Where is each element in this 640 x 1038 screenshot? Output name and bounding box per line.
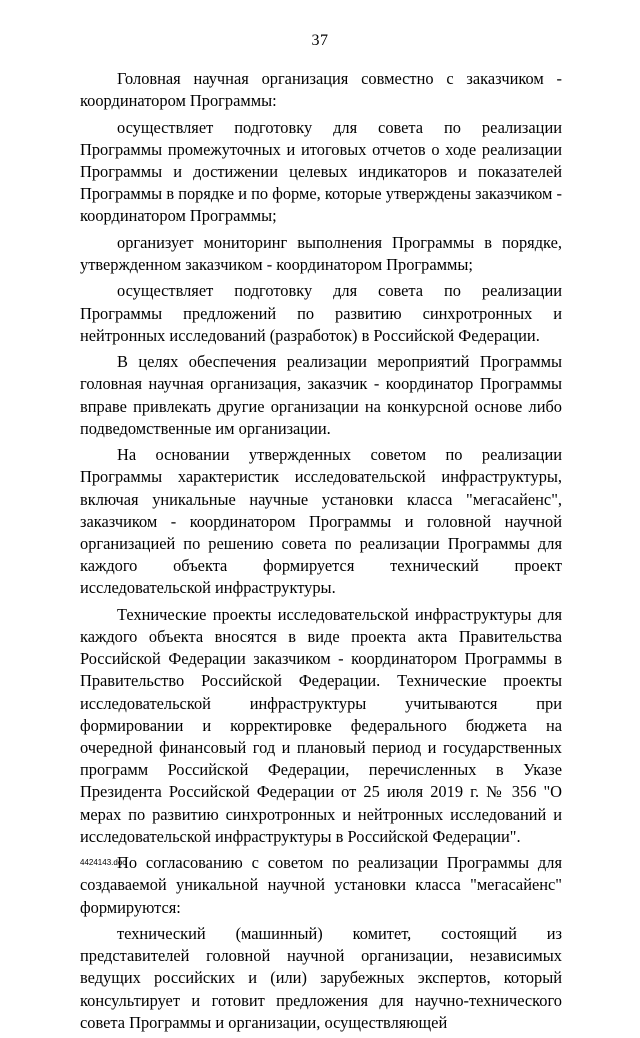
paragraph: По согласованию с советом по реализации Программы для создаваемой уникальной научной установки класса "мегасайенс" формируются: — [80, 853, 562, 917]
paragraph: В целях обеспечения реализации мероприятий Программы головная научная организация, заказчик - координатор Программы вправе привлекать другие организации на конкурсной основе либо подведомственные им организации. — [80, 352, 562, 438]
document-body — [80, 68, 562, 1038]
page-number: 37 — [311, 32, 329, 49]
paragraph: На основании утвержденных советом по реализации Программы характеристик исследовательской инфраструктуры, включая уникальные научные установки класса "мегасайенс", заказчиком - координатором Программы и головной научной организацией по решению совета по реализации Программы для каждого объекта формируется технический проект исследовательской инфраструктуры. — [80, 445, 562, 598]
paragraph: осуществляет подготовку для совета по реализации Программы промежуточных и итоговых отчетов о ходе реализации Программы и достижении целевых индикаторов и показателей Программы в порядке и по форме, которые утверждены заказчиком - координатором Программы; — [80, 117, 562, 226]
paragraph: технический (машинный) комитет, состоящий из представителей головной научной организации, независимых ведущих российских и (или) зарубежных экспертов, который консультирует и готовит предложения для научно-технического совета Программы и организации, осуществляющей — [80, 924, 562, 1032]
paragraph: осуществляет подготовку для совета по реализации Программы предложений по развитию синхротронных и нейтронных исследований (разработок) в Российской Федерации. — [80, 281, 562, 345]
paragraph: организует мониторинг выполнения Программы в порядке, утвержденном заказчиком - координатором Программы; — [80, 232, 562, 274]
paragraph: Головная научная организация совместно с заказчиком - координатором Программы: — [80, 69, 562, 111]
document-filename: 4424143.doc — [80, 858, 127, 867]
paragraph: Технические проекты исследовательской инфраструктуры для каждого объекта вносятся в виде проекта акта Правительства Российской Федерации заказчиком - координатором Программы в Правительство Российской Федерации. Технические проекты исследовательской инфраструктуры учитываются при формировании и корректировке федерального бюджета на очередной финансовый год и плановый период и государственных программ Российской Федерации, перечисленных в Указе Президента Российской Федерации от 25 июля 2019 г. № 356 "О мерах по развитию синхротронных и нейтронных исследований и исследовательской инфраструктуры в Российской Федерации". — [80, 604, 562, 846]
